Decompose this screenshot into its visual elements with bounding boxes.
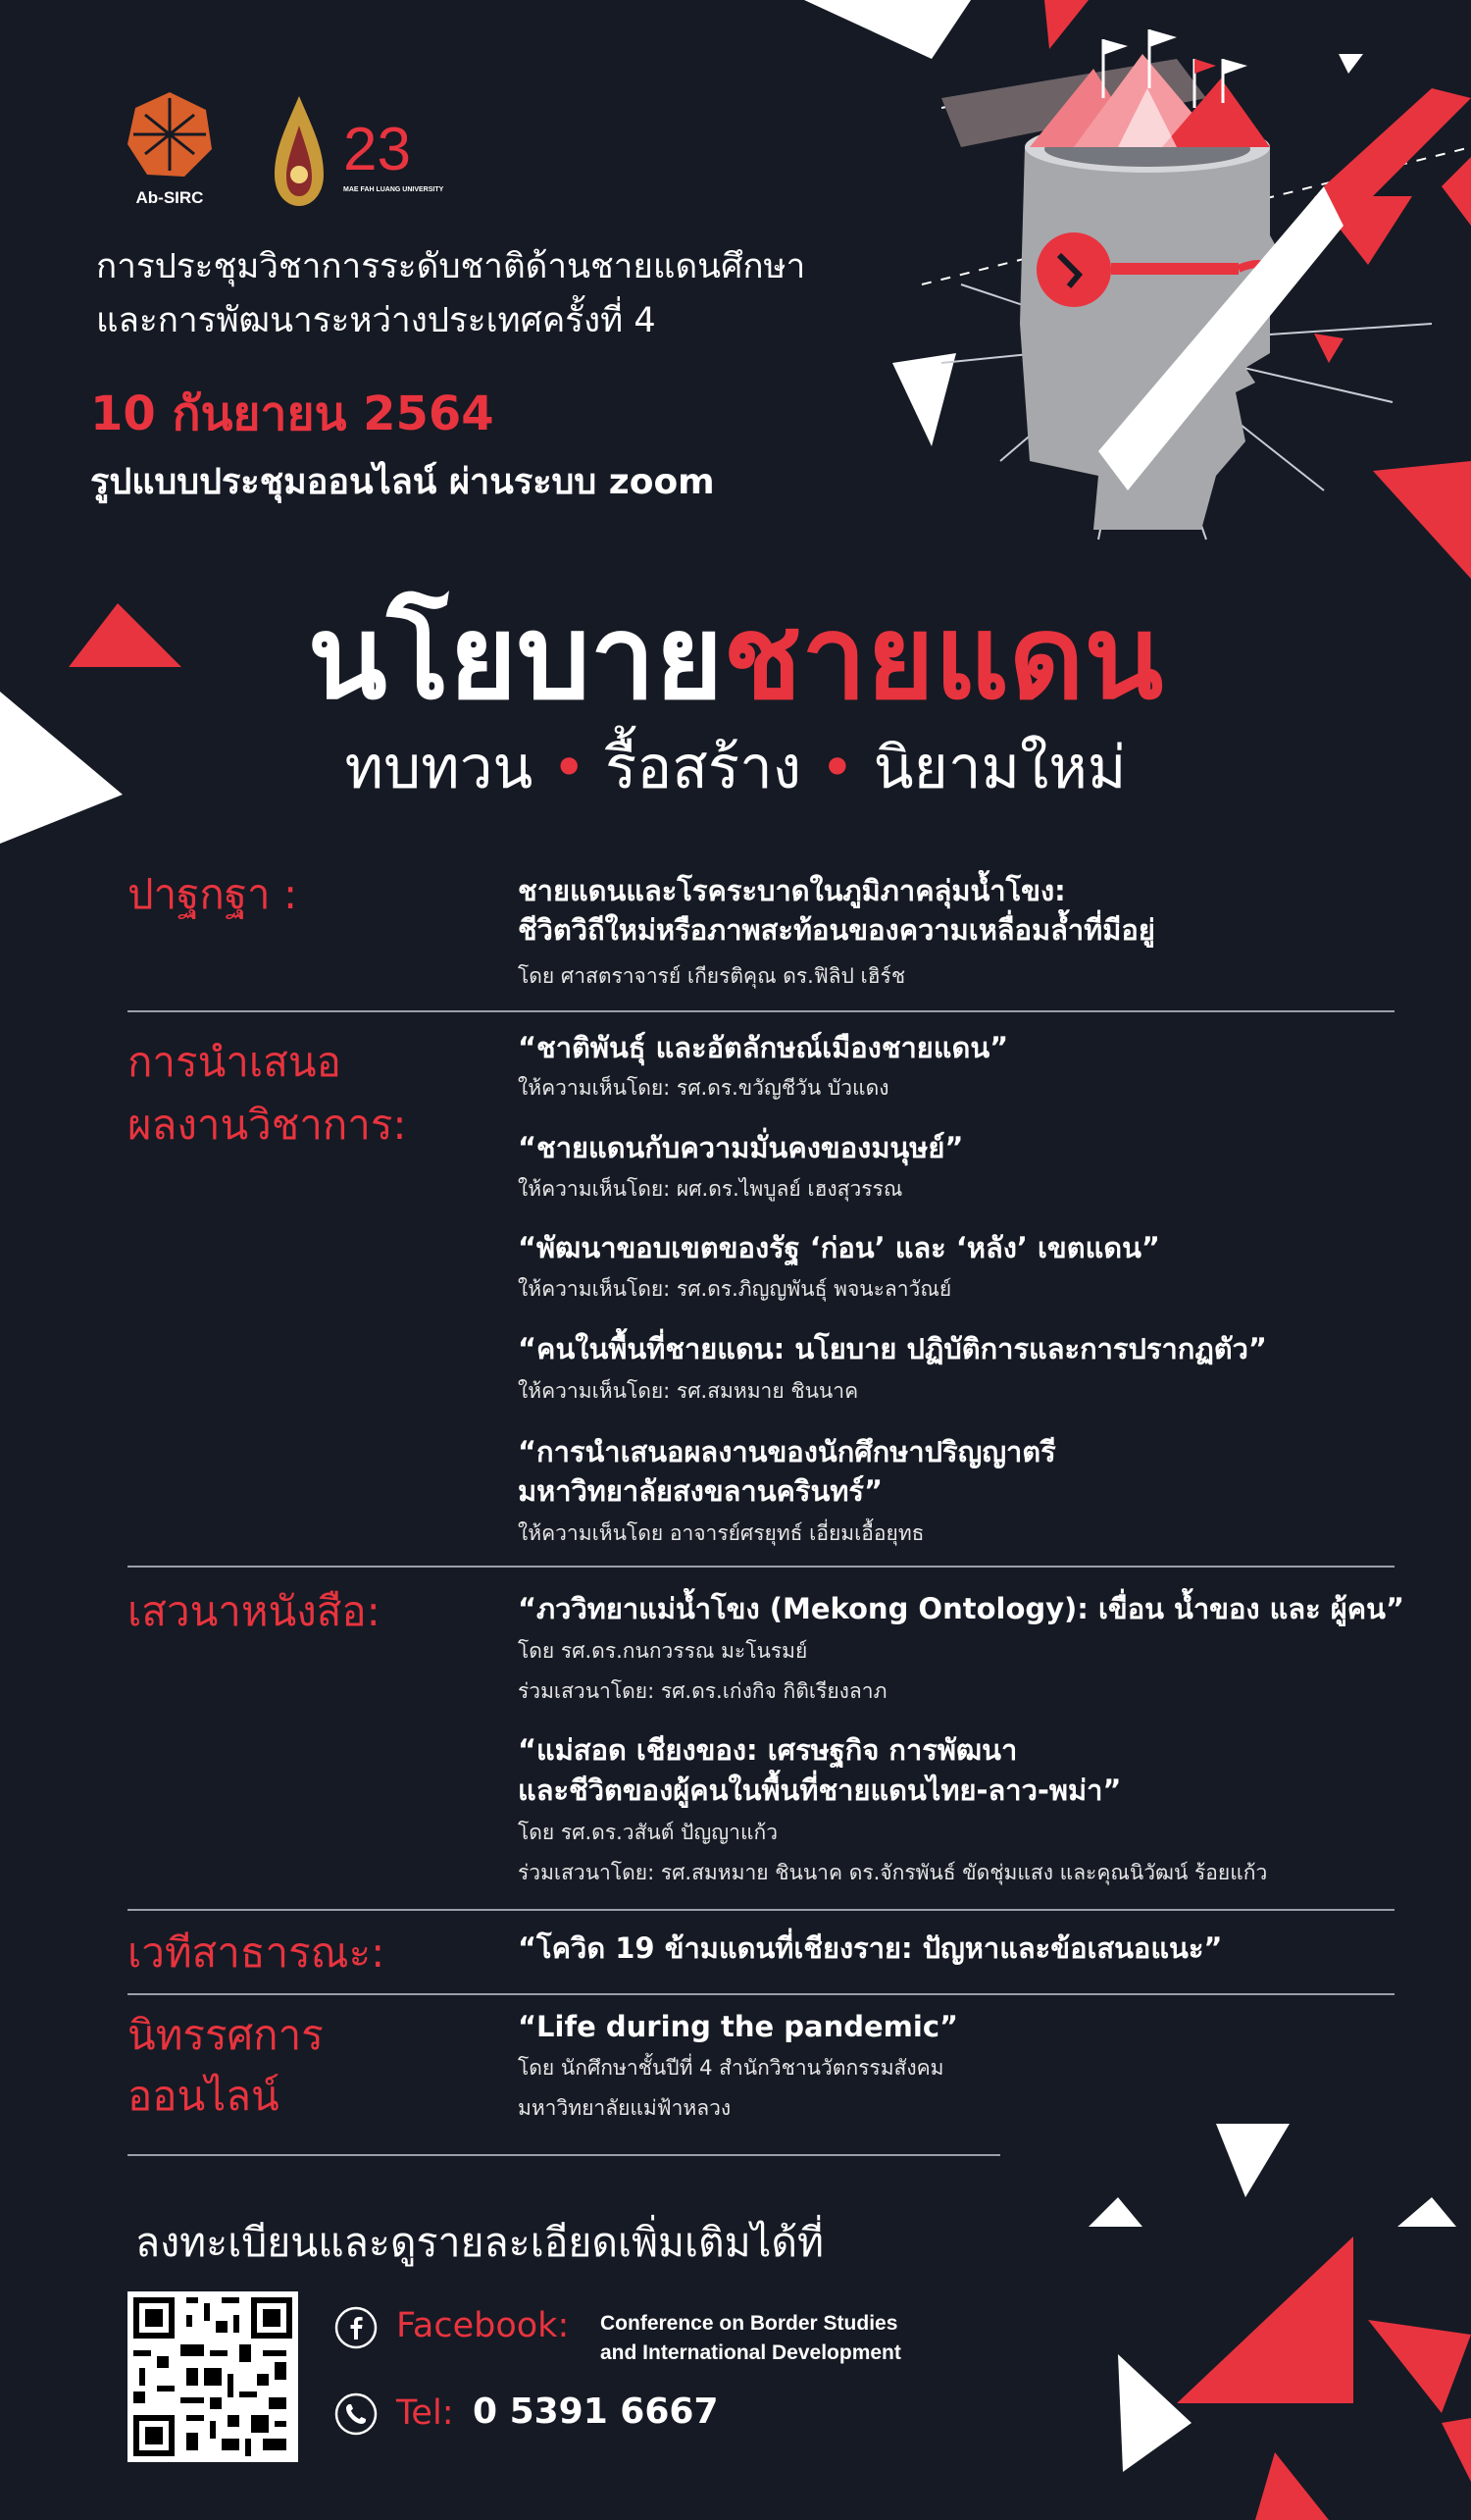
facebook-page-line1: Conference on Border Studies [600,2312,898,2335]
subtitle-redefine: นิยามใหม่ [873,734,1127,802]
forum-label: เวทีสาธารณะ: [127,1929,385,1977]
qr-code[interactable] [127,2291,298,2462]
conference-name [96,240,881,348]
conference-name-line1: การประชุมวิชาการระดับชาติด้านชายแดนศึกษา [96,247,806,286]
subtitle-bullet: • [820,734,855,802]
subtitle-bullet: • [551,734,586,802]
main-subtitle [0,729,1471,807]
presentations-label-line1: การนำเสนอ [127,1038,341,1086]
presentation-commentator: ให้ความเห็นโดย: รศ.สมหมาย ชินนาค [518,1379,859,1403]
keynote-speaker: โดย ศาสตราจารย์ เกียรติคุณ ดร.ฟิลิป เฮิร์ช [518,964,906,988]
facebook-icon[interactable] [333,2305,379,2350]
presentation-title: “ชาติพันธุ์ และอัตลักษณ์เมืองชายแดน” [518,1031,1009,1064]
presentation-title-line1: “การนำเสนอผลงานของนักศึกษาปริญญาตรี [518,1435,1056,1468]
main-title-white: นโยบาย [307,590,724,725]
event-format: รูปแบบประชุมออนไลน์ ผ่านระบบ zoom [90,462,715,502]
presentation-commentator: ให้ความเห็นโดย: รศ.ดร.ขวัญชีวัน บัวแดง [518,1076,889,1100]
keynote-title-line1: ชายแดนและโรคระบาดในภูมิภาคลุ่มน้ำโขง: [518,874,1066,907]
main-title [0,584,1471,731]
keynote-label: ปาฐกฐา : [127,870,298,918]
presentation-title-line2: มหาวิทยาลัยสงขลานครินทร์” [518,1474,884,1508]
facebook-label: Facebook: [396,2306,570,2345]
presentation-title: “คนในพื้นที่ชายแดน: นโยบาย ปฏิบัติการและการปรากฏตัว” [518,1332,1267,1365]
presentation-title: “ชายแดนกับความมั่นคงของมนุษย์” [518,1131,964,1164]
subtitle-review: ทบทวน [344,734,533,802]
book-discussant: ร่วมเสวนาโดย: รศ.สมหมาย ชินนาค ดร.จักรพันธ์ ขัดชุ่มแสง และคุณนิวัฒน์ ร้อยแก้ว [518,1861,1268,1884]
book-author: โดย รศ.ดร.กนกวรรณ มะโนรมย์ [518,1639,808,1663]
absirc-logo-text: Ab-SIRC [135,188,204,207]
head-illustration [883,29,1471,579]
facebook-page-name[interactable] [600,2309,901,2368]
presentation-commentator: ให้ความเห็นโดย: รศ.ดร.ภิญญพันธุ์ พจนะลาวัณย์ [518,1277,952,1301]
divider [127,2154,1000,2156]
exhibition-by-line1: โดย นักศึกษาชั้นปีที่ 4 สำนักวิชานวัตกรรมสังคม [518,2056,944,2080]
exhibition-title: “Life during the pandemic” [518,2010,959,2043]
presentation-title: “พัฒนาขอบเขตของรัฐ ‘ก่อน’ และ ‘หลัง’ เขตแดน” [518,1231,1160,1264]
keynote-title-line2: ชีวิตวิถีใหม่หรือภาพสะท้อนของความเหลื่อมล้ำที่มีอยู่ [518,913,1155,947]
book-discussant: ร่วมเสวนาโดย: รศ.ดร.เก่งกิจ กิติเรียงลาภ [518,1679,888,1703]
book-title: “ภววิทยาแม่น้ำโขง (Mekong Ontology): เขื่อน น้ำของ และ ผู้คน” [518,1592,1405,1625]
conference-name-line2: และการพัฒนาระหว่างประเทศครั้งที่ 4 [96,301,656,340]
presentations-label-line2: ผลงานวิชาการ: [127,1101,407,1149]
divider [127,1010,1395,1012]
book-title-line1: “แม่สอด เชียงของ: เศรษฐกิจ การพัฒนา [518,1733,1018,1767]
university-emblem-icon [265,96,333,209]
exhibition-label-line1: นิทรรศการ [127,2011,324,2059]
anniversary-caption: MAE FAH LUANG UNIVERSITY [343,186,444,193]
presentation-commentator: ให้ความเห็นโดย: ผศ.ดร.ไพบูลย์ เฮงสุวรรณ [518,1177,903,1201]
event-date: 10 กันยายน 2564 [90,386,494,441]
divider [127,1566,1395,1568]
subtitle-deconstruct: รื้อสร้าง [604,734,802,802]
book-title-line2: และชีวิตของผู้คนในพื้นที่ชายแดนไทย-ลาว-พม่า” [518,1774,1122,1807]
register-text: ลงทะเบียนและดูรายละเอียดเพิ่มเติมได้ที่ [135,2219,824,2266]
book-author: โดย รศ.ดร.วสันต์ ปัญญาแก้ว [518,1821,779,1844]
books-label: เสวนาหนังสือ: [127,1587,380,1635]
anniversary-logo [265,96,451,214]
main-title-red: ชายแดน [723,590,1164,725]
tel-value[interactable]: 0 5391 6667 [473,2391,719,2432]
exhibition-by-line2: มหาวิทยาลัยแม่ฟ้าหลวง [518,2096,732,2120]
facebook-page-line2: and International Development [600,2341,901,2364]
tel-label: Tel: [396,2393,454,2433]
exhibition-label-line2: ออนไลน์ [127,2072,279,2120]
absirc-emblem-icon [126,90,214,179]
absirc-logo [126,90,214,208]
divider [127,1993,1395,1995]
presentation-commentator: ให้ความเห็นโดย อาจารย์ศรยุทธ์ เอี่ยมเอื้อยุทธ [518,1521,925,1545]
divider [127,1909,1395,1911]
forum-title: “โควิด 19 ข้ามแดนที่เชียงราย: ปัญหาและข้อเสนอแนะ” [518,1931,1223,1965]
anniversary-number: 23 [343,116,411,183]
phone-icon[interactable] [333,2391,379,2437]
